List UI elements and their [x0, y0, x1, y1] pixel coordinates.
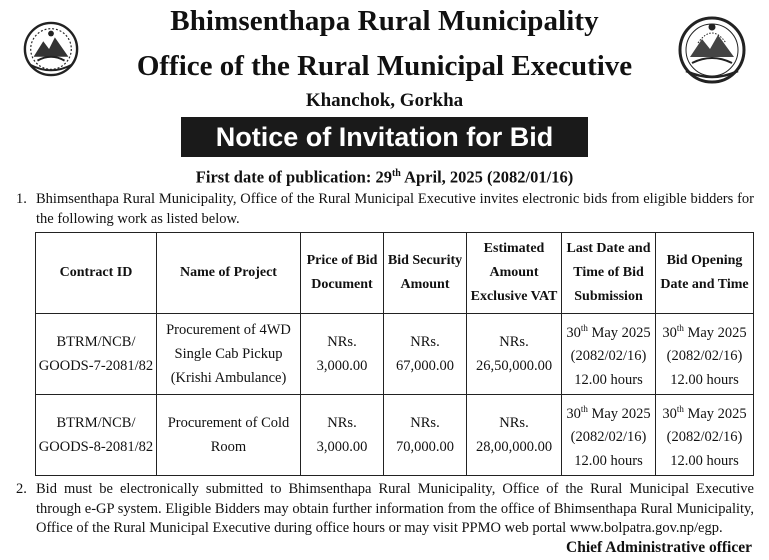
cell-bid-security: NRs. 67,000.00: [384, 314, 467, 395]
paragraph-2: [16, 480, 754, 539]
header-estimated-amount: Estimated Amount Exclusive VAT: [467, 233, 562, 314]
cell-estimated-amount: NRs. 26,50,000.00: [467, 314, 562, 395]
cell-bid-security: NRs. 70,000.00: [384, 395, 467, 476]
header-bid-opening: Bid Opening Date and Time: [656, 233, 754, 314]
header-contract-id: Contract ID: [36, 233, 157, 314]
header-submission-deadline: Last Date and Time of Bid Submission: [562, 233, 656, 314]
table-header-row: [36, 233, 754, 314]
paragraph-1: [16, 190, 754, 229]
cell-bid-opening: 30th May 2025 (2082/02/16) 12.00 hours: [656, 395, 754, 476]
header-project-name: Name of Project: [157, 233, 301, 314]
cell-project-name: Procurement of Cold Room: [157, 395, 301, 476]
cell-submission-deadline: 30th May 2025 (2082/02/16) 12.00 hours: [562, 314, 656, 395]
cell-estimated-amount: NRs. 28,00,000.00: [467, 395, 562, 476]
municipality-title: Bhimsenthapa Rural Municipality: [170, 5, 599, 37]
paragraph-2-number: 2.: [16, 481, 27, 497]
header-bid-security: Bid Security Amount: [384, 233, 467, 314]
paragraph-1-number: 1.: [16, 191, 27, 207]
cell-contract-id: BTRM/NCB/ GOODS-7-2081/82: [36, 314, 157, 395]
cell-submission-deadline: 30th May 2025 (2082/02/16) 12.00 hours: [562, 395, 656, 476]
office-title: Office of the Rural Municipal Executive: [136, 50, 633, 82]
notice-heading: Notice of Invitation for Bid: [181, 117, 588, 157]
cell-contract-id: BTRM/NCB/ GOODS-8-2081/82: [36, 395, 157, 476]
bid-table: [35, 232, 754, 476]
cell-bid-doc-price: NRs. 3,000.00: [301, 314, 384, 395]
header-bid-doc-price: Price of Bid Document: [301, 233, 384, 314]
paragraph-1-text: Bhimsenthapa Rural Municipality, Office of the Rural Municipal Executive invites electronic bids from eligible bidders for the following work as listed below.: [36, 191, 754, 227]
cell-bid-doc-price: NRs. 3,000.00: [301, 395, 384, 476]
table-row: [36, 395, 754, 476]
office-address: Khanchok, Gorkha: [305, 90, 464, 111]
signoff: Chief Administrative officer: [566, 539, 752, 556]
cell-bid-opening: 30th May 2025 (2082/02/16) 12.00 hours: [656, 314, 754, 395]
cell-project-name: Procurement of 4WD Single Cab Pickup (Krishi Ambulance): [157, 314, 301, 395]
publication-date: First date of publication: 29th April, 2025 (2082/01/16): [195, 167, 574, 187]
table-row: [36, 314, 754, 395]
paragraph-2-text: Bid must be electronically submitted to Bhimsenthapa Rural Municipality, Office of the Rural Municipal Executive through e-GP system. Eligible Bidders may obtain further information from the office of Bhimsenthapa Rural Municipality, Office of the Rural Municipal Executive during office hours or may visit PPMO web portal www.bolpatra.gov.np/egp.: [36, 481, 754, 536]
